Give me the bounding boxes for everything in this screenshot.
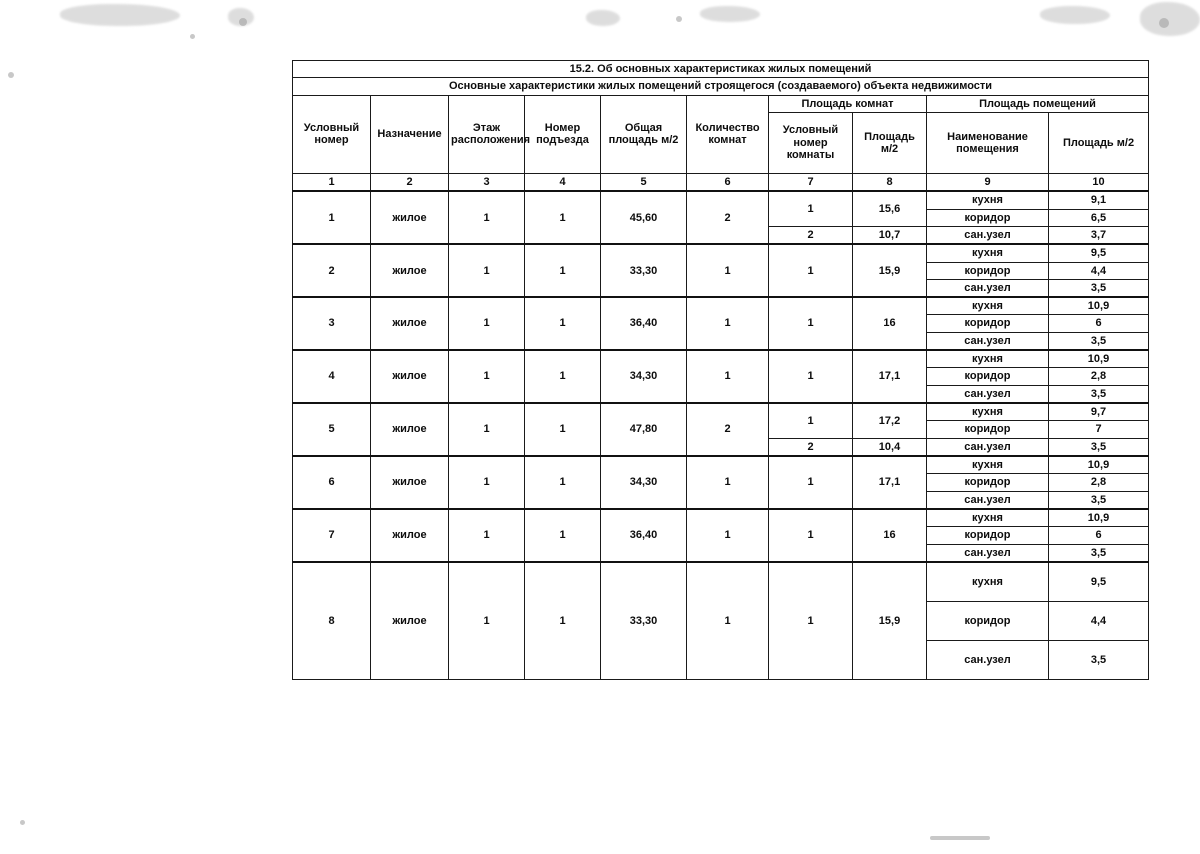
apartment-entrance: 1 [525, 403, 601, 456]
premises-name: сан.узел [927, 438, 1049, 456]
premises-area: 9,7 [1049, 403, 1149, 421]
apartment-number: 1 [293, 191, 371, 244]
table-row [293, 244, 1149, 262]
col-num-6: 6 [687, 173, 769, 191]
apartment-entrance: 1 [525, 509, 601, 562]
apartment-rooms-count: 2 [687, 191, 769, 244]
col-head-purpose: Назначение [371, 95, 449, 173]
table-subtitle-row [293, 78, 1149, 95]
apartment-entrance: 1 [525, 191, 601, 244]
premises-area: 6 [1049, 527, 1149, 544]
premises-name: кухня [927, 244, 1049, 262]
room-number: 1 [769, 244, 853, 297]
premises-name: коридор [927, 315, 1049, 332]
room-area: 10,7 [853, 226, 927, 244]
premises-name: кухня [927, 350, 1049, 368]
group-header-row [293, 95, 1149, 112]
apartment-rooms-count: 1 [687, 297, 769, 350]
scan-artifact [1040, 6, 1110, 24]
room-area: 17,1 [853, 456, 927, 509]
apartment-rooms-count: 1 [687, 244, 769, 297]
premises-name: сан.узел [927, 279, 1049, 297]
premises-area: 3,5 [1049, 385, 1149, 403]
apartment-number: 8 [293, 562, 371, 680]
apartment-purpose: жилое [371, 350, 449, 403]
premises-name: сан.узел [927, 491, 1049, 509]
scan-artifact [60, 4, 180, 26]
col-num-1: 1 [293, 173, 371, 191]
apartment-floor: 1 [449, 244, 525, 297]
room-number: 1 [769, 191, 853, 226]
document-sheet [292, 60, 1148, 680]
apartment-purpose: жилое [371, 562, 449, 680]
premises-area: 3,7 [1049, 226, 1149, 244]
scan-artifact [239, 18, 247, 26]
room-area: 15,9 [853, 562, 927, 680]
premises-name: коридор [927, 209, 1049, 226]
col-num-4: 4 [525, 173, 601, 191]
apartment-floor: 1 [449, 456, 525, 509]
col-head-room-area: Площадь м/2 [853, 112, 927, 173]
apartment-number: 6 [293, 456, 371, 509]
apartment-floor: 1 [449, 403, 525, 456]
col-num-8: 8 [853, 173, 927, 191]
room-number: 1 [769, 456, 853, 509]
col-head-rooms-count: Количество комнат [687, 95, 769, 173]
premises-name: кухня [927, 297, 1049, 315]
col-head-total-area: Общая площадь м/2 [601, 95, 687, 173]
apartment-floor: 1 [449, 350, 525, 403]
premises-name: кухня [927, 456, 1049, 474]
apartment-purpose: жилое [371, 297, 449, 350]
apartment-entrance: 1 [525, 456, 601, 509]
room-area: 16 [853, 509, 927, 562]
premises-area: 9,1 [1049, 191, 1149, 209]
scan-artifact [20, 820, 25, 825]
apartment-number: 5 [293, 403, 371, 456]
room-number: 1 [769, 297, 853, 350]
apartment-entrance: 1 [525, 297, 601, 350]
document-title: 15.2. Об основных характеристиках жилых помещений [293, 61, 1149, 78]
scan-artifact [228, 8, 254, 26]
room-number: 2 [769, 226, 853, 244]
room-area: 15,9 [853, 244, 927, 297]
scan-artifact [1159, 18, 1169, 28]
premises-area: 2,8 [1049, 368, 1149, 385]
premises-area: 10,9 [1049, 509, 1149, 527]
column-number-row [293, 173, 1149, 191]
premises-area: 10,9 [1049, 456, 1149, 474]
table-row [293, 350, 1149, 368]
premises-area: 9,5 [1049, 244, 1149, 262]
apartment-total-area: 34,30 [601, 350, 687, 403]
apartment-rooms-count: 1 [687, 350, 769, 403]
col-num-7: 7 [769, 173, 853, 191]
table-title-row [293, 61, 1149, 78]
premises-name: коридор [927, 601, 1049, 640]
premises-name: сан.узел [927, 640, 1049, 679]
apartment-purpose: жилое [371, 456, 449, 509]
apartment-total-area: 36,40 [601, 509, 687, 562]
premises-area: 4,4 [1049, 601, 1149, 640]
premises-area: 3,5 [1049, 438, 1149, 456]
room-number: 1 [769, 403, 853, 438]
premises-area: 7 [1049, 421, 1149, 438]
apartment-total-area: 45,60 [601, 191, 687, 244]
room-area: 15,6 [853, 191, 927, 226]
scan-artifact [1140, 2, 1200, 36]
room-number: 1 [769, 350, 853, 403]
apartment-total-area: 36,40 [601, 297, 687, 350]
premises-area: 3,5 [1049, 640, 1149, 679]
table-row [293, 191, 1149, 209]
apartment-purpose: жилое [371, 244, 449, 297]
premises-area: 3,5 [1049, 279, 1149, 297]
apartment-total-area: 33,30 [601, 562, 687, 680]
apartment-entrance: 1 [525, 350, 601, 403]
premises-area: 4,4 [1049, 262, 1149, 279]
apartment-purpose: жилое [371, 509, 449, 562]
table-row [293, 297, 1149, 315]
premises-area: 2,8 [1049, 474, 1149, 491]
col-head-entrance: Номер подъезда [525, 95, 601, 173]
scan-artifact [586, 10, 620, 26]
apartment-entrance: 1 [525, 562, 601, 680]
col-num-5: 5 [601, 173, 687, 191]
apartment-total-area: 47,80 [601, 403, 687, 456]
col-head-premises-area: Площадь м/2 [1049, 112, 1149, 173]
apartment-total-area: 33,30 [601, 244, 687, 297]
apartment-rooms-count: 1 [687, 509, 769, 562]
table-row [293, 403, 1149, 421]
col-head-room-number: Условный номер комнаты [769, 112, 853, 173]
col-num-3: 3 [449, 173, 525, 191]
document-subtitle: Основные характеристики жилых помещений строящегося (создаваемого) объекта недвижимости [293, 78, 1149, 95]
premises-name: коридор [927, 474, 1049, 491]
apartment-floor: 1 [449, 562, 525, 680]
col-head-conditional-number: Условный номер [293, 95, 371, 173]
col-num-10: 10 [1049, 173, 1149, 191]
room-number: 1 [769, 509, 853, 562]
apartment-number: 7 [293, 509, 371, 562]
premises-name: сан.узел [927, 332, 1049, 350]
group-head-premises-area: Площадь помещений [927, 95, 1149, 112]
premises-name: коридор [927, 527, 1049, 544]
apartment-entrance: 1 [525, 244, 601, 297]
premises-name: кухня [927, 403, 1049, 421]
premises-name: сан.узел [927, 226, 1049, 244]
table-row [293, 509, 1149, 527]
premises-area: 10,9 [1049, 297, 1149, 315]
premises-name: кухня [927, 191, 1049, 209]
apartment-number: 2 [293, 244, 371, 297]
premises-name: сан.узел [927, 544, 1049, 562]
col-num-2: 2 [371, 173, 449, 191]
room-area: 16 [853, 297, 927, 350]
apartment-total-area: 34,30 [601, 456, 687, 509]
col-head-premises-name: Наименование помещения [927, 112, 1049, 173]
scan-artifact [700, 6, 760, 22]
room-area: 17,2 [853, 403, 927, 438]
premises-name: кухня [927, 509, 1049, 527]
premises-area: 6 [1049, 315, 1149, 332]
room-number: 2 [769, 438, 853, 456]
apartment-floor: 1 [449, 191, 525, 244]
premises-name: сан.узел [927, 385, 1049, 403]
apartment-number: 3 [293, 297, 371, 350]
table-row [293, 562, 1149, 602]
premises-area: 9,5 [1049, 562, 1149, 602]
premises-area: 3,5 [1049, 544, 1149, 562]
room-number: 1 [769, 562, 853, 680]
apartment-rooms-count: 2 [687, 403, 769, 456]
apartment-purpose: жилое [371, 191, 449, 244]
group-head-rooms-area: Площадь комнат [769, 95, 927, 112]
premises-area: 6,5 [1049, 209, 1149, 226]
scan-artifact [930, 836, 990, 840]
room-area: 17,1 [853, 350, 927, 403]
premises-name: коридор [927, 368, 1049, 385]
apartment-number: 4 [293, 350, 371, 403]
col-num-9: 9 [927, 173, 1049, 191]
apartment-floor: 1 [449, 297, 525, 350]
col-head-floor: Этаж расположения [449, 95, 525, 173]
scan-artifact [676, 16, 682, 22]
apartment-rooms-count: 1 [687, 562, 769, 680]
scan-artifact [190, 34, 195, 39]
housing-characteristics-table [292, 60, 1149, 680]
apartment-rooms-count: 1 [687, 456, 769, 509]
scan-artifact [8, 72, 14, 78]
apartment-purpose: жилое [371, 403, 449, 456]
premises-name: кухня [927, 562, 1049, 602]
table-row [293, 456, 1149, 474]
premises-area: 3,5 [1049, 491, 1149, 509]
room-area: 10,4 [853, 438, 927, 456]
premises-name: коридор [927, 421, 1049, 438]
apartment-floor: 1 [449, 509, 525, 562]
premises-area: 10,9 [1049, 350, 1149, 368]
premises-name: коридор [927, 262, 1049, 279]
premises-area: 3,5 [1049, 332, 1149, 350]
